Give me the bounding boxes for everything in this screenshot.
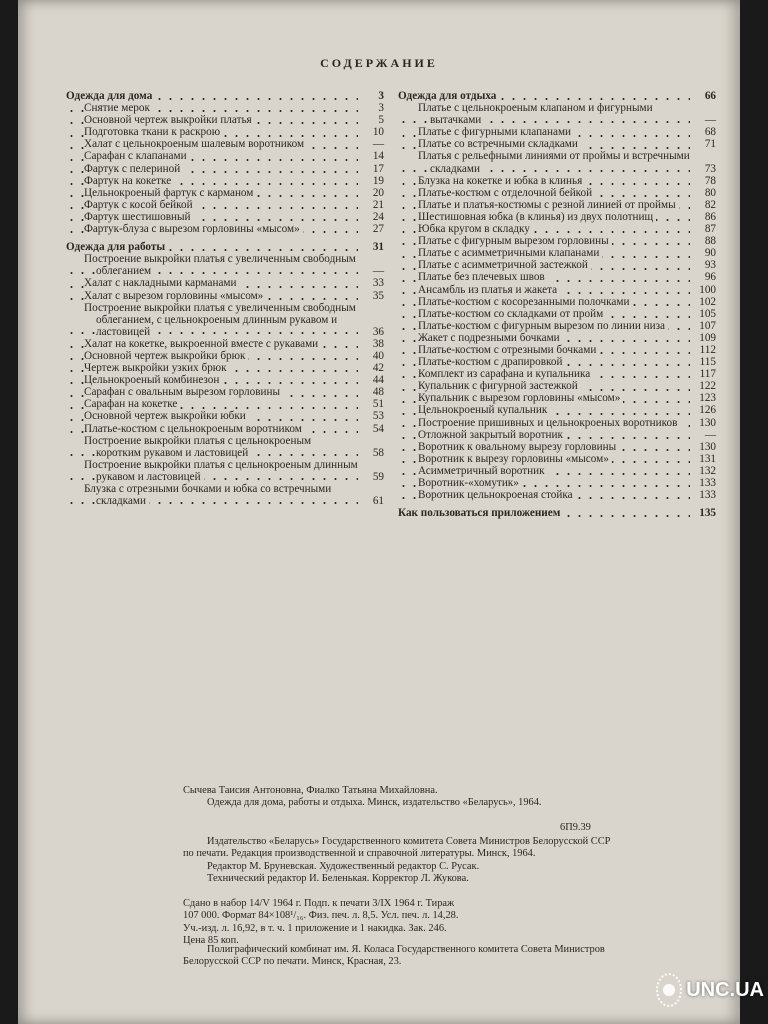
toc-entry-title: Платье-костюм со складками от пройм: [418, 308, 606, 320]
toc-entry: [398, 308, 716, 320]
toc-entry: [398, 320, 716, 332]
toc-entry-title: Фартук с пелериной: [84, 163, 183, 175]
toc-entry-title: Сарафан на кокетке: [84, 398, 180, 410]
book-page: [18, 0, 740, 1024]
toc-entry: [398, 223, 716, 235]
toc-page-number: 132: [699, 464, 716, 477]
toc-entry: [66, 150, 384, 162]
imprint-editors-line: Технический редактор И. Беленькая. Корректор Л. Жукова.: [207, 873, 469, 885]
toc-entry-title: Платье и платья-костюмы с резной линией от проймы: [418, 199, 679, 211]
toc-entry: [398, 102, 716, 126]
toc-entry: [398, 392, 716, 404]
toc-page-number: 24: [372, 210, 384, 223]
toc-page-number: 90: [704, 247, 716, 260]
toc-entry: [398, 175, 716, 187]
toc-entry: [66, 423, 384, 435]
toc-entry: [398, 150, 716, 174]
toc-entry: [66, 483, 384, 507]
toc-entry: [66, 362, 384, 374]
toc-section-heading: [66, 241, 384, 253]
toc-entry: [66, 163, 384, 175]
toc-entry: [66, 253, 384, 277]
toc-page-number: 107: [699, 319, 716, 332]
toc-entry: [398, 259, 716, 271]
toc-page-number: 115: [699, 356, 716, 369]
toc-section-heading: [66, 90, 384, 102]
toc-page-number: 130: [699, 440, 716, 453]
toc-page-number: 3: [378, 102, 384, 115]
toc-entry: [398, 404, 716, 416]
toc-entry: [398, 477, 716, 489]
toc-entry-title: Фартук на кокетке: [84, 175, 174, 187]
toc-page-number: 38: [372, 337, 384, 350]
toc-page-number: 42: [372, 362, 384, 375]
toc-entry: [66, 350, 384, 362]
toc-entry-title: Блузка с отрезными бочками и юбка со встречными складками: [84, 483, 332, 508]
imprint-printing-plant: Полиграфический комбинат им. Я. Коласа Государственного комитета Совета Министров Белорусской ССР по печати. Минск, Красная, 23.: [183, 944, 605, 968]
toc-page-number: 19: [372, 174, 384, 187]
imprint-editors: [183, 861, 613, 886]
toc-entry-title: Платье-костюм с драпировкой: [418, 356, 565, 368]
toc-page-number: 102: [699, 295, 716, 308]
toc-entry-title: Фартук-блуза с вырезом горловины «мысом»: [84, 223, 303, 235]
toc-page-number: 88: [704, 235, 716, 248]
toc-page-number: 33: [372, 277, 384, 290]
toc-entry: [66, 187, 384, 199]
toc-page-number: 40: [372, 349, 384, 362]
imprint-print-line: Цена 85 коп.: [183, 934, 239, 946]
toc-entry-title: Воротник к вырезу горловины «мысом»: [418, 453, 612, 465]
toc-entry: [66, 338, 384, 350]
toc-entry: [66, 290, 384, 302]
toc-page-number: 51: [372, 398, 384, 411]
toc-entry-title: Ансамбль из платья и жакета: [418, 284, 560, 296]
toc-page-number: —: [372, 265, 384, 278]
toc-entry: [66, 199, 384, 211]
imprint-print-line: Сдано в набор 14/V 1964 г. Подп. к печати 3/IX 1964 г. Тираж: [183, 898, 455, 909]
toc-entry: [398, 417, 716, 429]
toc-page-number: —: [704, 114, 716, 127]
toc-entry-title: Как пользоваться приложением: [398, 507, 563, 519]
imprint-code: 6П9.39: [560, 822, 591, 833]
toc-entry: [66, 126, 384, 138]
toc-entry-title: Подготовка ткани к раскрою: [84, 126, 223, 138]
toc-entry: [398, 356, 716, 368]
toc-entry-title: Платье с фигурным вырезом горловины: [418, 235, 612, 247]
toc-page-number: 10: [372, 126, 384, 139]
toc-entry-title: Воротник к овальному вырезу горловины: [418, 441, 619, 453]
toc-entry-title: Платье с асимметричными клапанами: [418, 247, 602, 259]
toc-entry-title: Халат с цельнокроеным шалевым воротником: [84, 138, 307, 150]
toc-entry: [66, 223, 384, 235]
toc-left-column: [66, 90, 384, 507]
toc-entry: [398, 126, 716, 138]
toc-entry: [66, 386, 384, 398]
toc-page-number: 17: [372, 162, 384, 175]
toc-page-number: 73: [704, 162, 716, 175]
toc-page-number: 133: [699, 489, 716, 502]
toc-entry: [398, 429, 716, 441]
toc-entry-title: Отложной закрытый воротник: [418, 429, 566, 441]
toc-page-number: 3: [378, 90, 384, 102]
toc-page-number: 123: [699, 392, 716, 405]
toc-page-number: 133: [699, 477, 716, 489]
imprint-print-line: 107 000. Формат 84×108¹/₁₆. Физ. печ. л. 8,5. Усл. печ. л. 14,28.: [183, 910, 459, 922]
toc-entry-title: Платья с рельефными линиями от проймы и встречными складками: [418, 150, 690, 175]
toc-entry: [398, 380, 716, 392]
toc-page-number: 68: [704, 126, 716, 139]
toc-page-number: —: [704, 428, 716, 441]
toc-page-number: 59: [372, 470, 384, 483]
toc-entry-title: Юбка кругом в складку: [418, 223, 533, 235]
toc-entry: [398, 211, 716, 223]
toc-entry-title: Построение пришивных и цельнокроеных воротников: [418, 417, 680, 429]
imprint-publisher: Издательство «Беларусь» Государственного комитета Совета Министров Белорусской ССР по печати. Редакция производственной и справочной литературы. Минск, 1964.: [183, 836, 611, 860]
toc-entry: [398, 284, 716, 296]
toc-page-number: 5: [378, 114, 384, 127]
toc-entry-title: Жакет с подрезными бочками: [418, 332, 563, 344]
toc-entry: [398, 489, 716, 501]
toc-page-number: 78: [704, 174, 716, 187]
toc-entry-title: Основной чертеж выкройки брюк: [84, 350, 248, 362]
toc-page-number: 27: [372, 223, 384, 236]
toc-entry-title: Платье-костюм с цельнокроеным воротником: [84, 423, 305, 435]
toc-entry: [398, 453, 716, 465]
toc-page-number: 82: [704, 198, 716, 211]
toc-page-number: 109: [699, 331, 716, 344]
toc-page-number: —: [372, 138, 384, 151]
toc-entry-title: Халат на кокетке, выкроенной вместе с рукавами: [84, 338, 321, 350]
toc-page-number: 48: [372, 386, 384, 399]
toc-entry: [398, 332, 716, 344]
toc-page-number: 20: [372, 186, 384, 199]
toc-entry: [66, 302, 384, 338]
toc-entry: [66, 175, 384, 187]
toc-page-number: 31: [372, 241, 384, 254]
toc-entry: [398, 138, 716, 150]
toc-entry: [398, 271, 716, 283]
toc-entry: [66, 138, 384, 150]
toc-entry: [398, 441, 716, 453]
toc-entry: [66, 277, 384, 289]
toc-entry-title: Купальник с вырезом горловины «мысом»: [418, 392, 623, 404]
toc-entry-title: Платье-костюм с отделочной бейкой: [418, 187, 595, 199]
toc-entry-title: Цельнокроеный фартук с карманом: [84, 187, 256, 199]
toc-page-number: 122: [699, 380, 716, 393]
imprint-editors-line: Редактор М. Бруневская. Художественный редактор С. Русак.: [207, 861, 480, 872]
toc-entry-title: Платье со встречными складками: [418, 138, 581, 150]
toc-entry-title: Построение выкройки платья с цельнокроеным коротким рукавом и ластовицей: [84, 434, 312, 459]
imprint-print-line: Уч.-изд. л. 16,92, в т. ч. 1 приложение и 1 накидка. Зак. 246.: [183, 922, 447, 934]
toc-page-number: 93: [704, 259, 716, 272]
toc-page-number: 44: [372, 374, 384, 387]
toc-entry-title: Платье-костюм с фигурным вырезом по линии низа: [418, 320, 668, 332]
toc-page-number: 53: [372, 410, 384, 423]
seal-icon: [656, 973, 682, 1007]
toc-entry-title: Халат с вырезом горловины «мысом»: [84, 290, 266, 302]
toc-entry: [66, 102, 384, 114]
toc-entry-title: Халат с накладными карманами: [84, 277, 240, 289]
toc-entry-title: Одежда для работы: [66, 241, 168, 253]
toc-page-number: 71: [704, 138, 716, 151]
watermark: [656, 970, 764, 1010]
toc-page-number: 112: [699, 343, 716, 356]
toc-page-number: 54: [372, 422, 384, 435]
toc-entry: [398, 235, 716, 247]
toc-entry-title: Платье без плечевых швов: [418, 271, 548, 283]
toc-entry-title: Фартук шестишовный: [84, 211, 194, 223]
toc-entry-title: Воротник цельнокроеная стойка: [418, 489, 576, 501]
imprint-print-data: [183, 898, 613, 947]
toc-page-number: 66: [704, 90, 716, 102]
toc-page-number: 105: [699, 307, 716, 320]
imprint-book-title: Одежда для дома, работы и отдыха. Минск, издательство «Беларусь», 1964.: [207, 797, 542, 808]
toc-entry: [66, 374, 384, 386]
toc-entry: [398, 247, 716, 259]
toc-entry-title: Платье-костюм с косорезанными полочками: [418, 296, 632, 308]
toc-entry-title: Воротник-«хомутик»: [418, 477, 522, 489]
toc-entry-title: Построение выкройки платья с увеличенным свободным облеганием, с цельнокроеным длинным рукавом и ластовицей: [84, 301, 356, 338]
toc-entry: [66, 114, 384, 126]
toc-entry: [398, 296, 716, 308]
toc-page-number: 14: [372, 150, 384, 163]
toc-entry-title: Цельнокроеный купальник: [418, 404, 550, 416]
toc-entry-title: Сарафан с овальным вырезом горловины: [84, 386, 283, 398]
toc-entry-title: Комплект из сарафана и купальника: [418, 368, 593, 380]
toc-entry: [66, 435, 384, 459]
toc-page-number: 100: [699, 283, 716, 296]
toc-page-number: 35: [372, 289, 384, 302]
toc-entry-title: Цельнокроеный комбинезон: [84, 374, 222, 386]
toc-page-number: 86: [704, 210, 716, 223]
toc-page-number: 117: [699, 368, 716, 381]
toc-entry: [66, 410, 384, 422]
toc-entry-title: Основной чертеж выкройки юбки: [84, 410, 249, 422]
page-title: СОДЕРЖАНИЕ: [320, 56, 438, 70]
toc-entry-title: Платье с асимметричной застежкой: [418, 259, 591, 271]
toc-entry-title: Платье-костюм с отрезными бочками: [418, 344, 599, 356]
toc-page-number: 131: [699, 452, 716, 465]
toc-page-number: 80: [704, 186, 716, 199]
toc-entry: [398, 465, 716, 477]
toc-entry-title: Основной чертеж выкройки платья: [84, 114, 255, 126]
toc-section-heading: [398, 90, 716, 102]
toc-entry: [398, 344, 716, 356]
toc-page-number: 87: [704, 223, 716, 236]
toc-entry-title: Купальник с фигурной застежкой: [418, 380, 581, 392]
toc-page-number: 36: [372, 325, 384, 338]
toc-entry: [398, 187, 716, 199]
toc-entry-title: Платье с цельнокроеным клапаном и фигурными вытачками: [418, 102, 653, 127]
toc-entry: [66, 398, 384, 410]
imprint-authors: Сычева Таисия Антоновна, Фиалко Татьяна Михайловна.: [183, 785, 438, 796]
toc-entry-title: Асимметричный воротник: [418, 465, 548, 477]
toc-entry: [398, 199, 716, 211]
toc-entry-title: Чертеж выкройки узких брюк: [84, 362, 230, 374]
toc-entry: [66, 211, 384, 223]
toc-entry-title: Фартук с косой бейкой: [84, 199, 196, 211]
toc-entry: [398, 368, 716, 380]
toc-page-number: 21: [372, 198, 384, 211]
toc-entry-title: Построение выкройки платья с цельнокроеным длинным рукавом и ластовицей: [84, 458, 358, 483]
toc-entry-title: Снятие мерок: [84, 102, 153, 114]
toc-page-number: 61: [372, 495, 384, 508]
toc-page-number: 96: [704, 271, 716, 284]
toc-entry-title: Одежда для отдыха: [398, 90, 499, 102]
toc-page-number: 135: [699, 507, 716, 520]
toc-entry: [66, 459, 384, 483]
toc-page-number: 126: [699, 404, 716, 417]
toc-entry-title: Сарафан с клапанами: [84, 150, 190, 162]
toc-entry-title: Одежда для дома: [66, 90, 155, 102]
watermark-text: UNC.UA: [686, 978, 764, 1001]
toc-entry-title: Платье с фигурными клапанами: [418, 126, 574, 138]
toc-section-heading: [398, 507, 716, 519]
toc-entry-title: Построение выкройки платья с увеличенным свободным облеганием: [84, 253, 356, 278]
toc-entry-title: Шестишовная юбка (в клинья) из двух полотнищ: [418, 211, 656, 223]
toc-page-number: 58: [372, 446, 384, 459]
toc-entry-title: Блузка на кокетке и юбка в клинья: [418, 175, 585, 187]
toc-right-column: [398, 90, 716, 519]
toc-page-number: 130: [699, 416, 716, 429]
